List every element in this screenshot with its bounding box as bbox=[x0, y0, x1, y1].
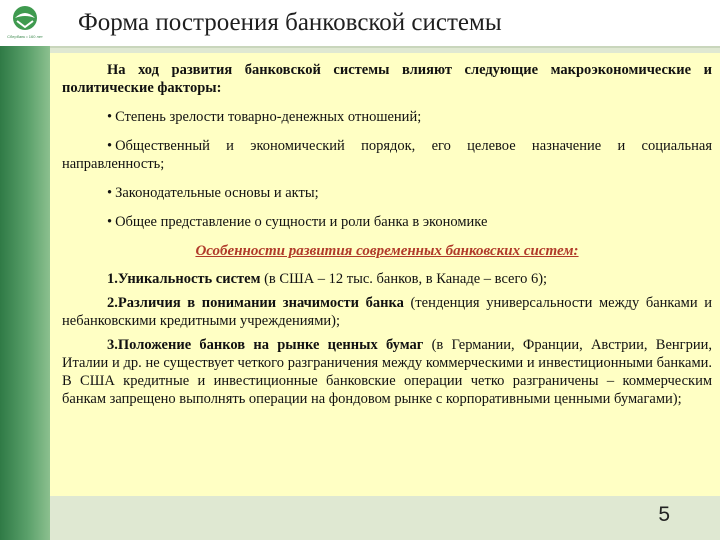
feature-text: (в США – 12 тыс. банков, в Канаде – всего 6); bbox=[260, 271, 548, 287]
factor-text: Общее представление о сущности и роли банка в экономике bbox=[115, 214, 488, 230]
factor-item bbox=[62, 184, 712, 202]
bullet-icon: • bbox=[107, 185, 113, 201]
feature-item bbox=[62, 336, 712, 408]
title-bar bbox=[50, 0, 720, 48]
factor-item bbox=[62, 108, 712, 126]
feature-text: (тенденция универсальности между банками и небанковскими кредитными учреждениями); bbox=[62, 295, 712, 329]
left-decorative-bar bbox=[0, 0, 50, 540]
factor-text: Общественный и экономический порядок, его целевое назначение и социальная направленность; bbox=[62, 138, 712, 172]
feature-text: (в Германии, Франции, Австрии, Венгрии, Италии и др. не существует четкого разграничения между коммерческими и инвестиционными банками. В США кредитные и инвестиционные банковские операции четко разграничены – коммерческим банкам запрещено выполнять операции на фондовом рынке с корпоративными ценными бумагами); bbox=[62, 337, 712, 407]
factor-item bbox=[62, 213, 712, 231]
page-number: 5 bbox=[658, 503, 670, 526]
sberbank-logo-icon bbox=[9, 5, 41, 31]
feature-title: 1.Уникальность систем bbox=[107, 271, 261, 287]
feature-item bbox=[62, 270, 712, 288]
feature-title: 2.Различия в понимании значимости банка bbox=[107, 295, 404, 311]
section-subtitle: Особенности развития современных банковских систем: bbox=[195, 243, 579, 259]
logo bbox=[0, 0, 50, 46]
feature-item bbox=[62, 294, 712, 330]
feature-title: 3.Положение банков на рынке ценных бумаг bbox=[107, 337, 424, 353]
content-panel bbox=[50, 53, 720, 496]
factor-text: Степень зрелости товарно-денежных отношений; bbox=[115, 109, 422, 125]
bullet-icon: • bbox=[107, 214, 113, 230]
page-title: Форма построения банковской системы bbox=[78, 9, 502, 36]
bullet-icon: • bbox=[107, 138, 113, 154]
factor-text: Законодательные основы и акты; bbox=[115, 185, 319, 201]
logo-caption: Сбербанк • 160 лет bbox=[7, 34, 43, 39]
intro-paragraph: На ход развития банковской системы влияют следующие макроэкономические и политические факторы: bbox=[62, 62, 712, 96]
bullet-icon: • bbox=[107, 109, 113, 125]
factor-item bbox=[62, 137, 712, 173]
